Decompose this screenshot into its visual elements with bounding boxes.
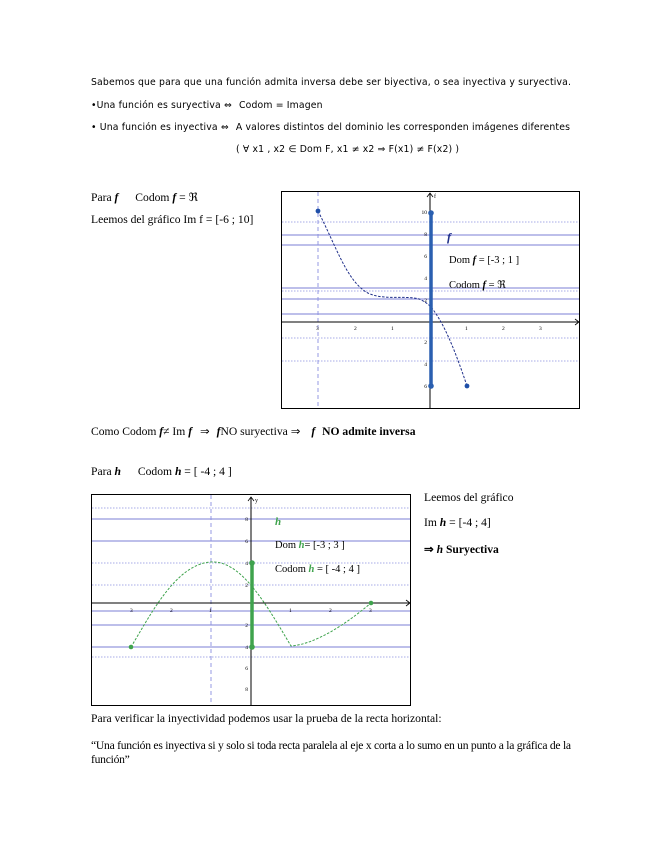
x-tick-label: 2 <box>329 608 332 614</box>
h-codom-value: = [ -4 ; 4 ] <box>184 465 232 478</box>
h-codom-annotation <box>275 564 360 575</box>
h-curve-label: h <box>275 516 282 528</box>
h-endpoint <box>129 645 134 650</box>
im-value: = [-4 ; 4] <box>449 516 491 529</box>
x-tick-label: 3 <box>369 608 372 614</box>
no-suryectiva: NO suryectiva <box>220 425 288 438</box>
f-name: f <box>172 191 177 204</box>
f-y-axis-letter: f <box>434 194 436 200</box>
closing-quote: “Una función es inyectiva si y solo si toda recta paralela al eje x corta a lo sumo en un punto a la gráfica de la función” <box>91 739 571 766</box>
bullet-inyectiva <box>91 122 570 133</box>
f-dom-label: Dom <box>449 255 470 266</box>
im-label: Im <box>424 516 437 529</box>
f-endpoint <box>316 209 321 214</box>
h-name: h <box>174 465 182 478</box>
f-conclusion <box>91 424 416 438</box>
h-dom-annotation <box>275 540 345 551</box>
f-name: f <box>311 425 316 438</box>
x-tick-label: 2 <box>502 326 505 332</box>
h-name: h <box>114 465 121 478</box>
x-tick-label: 1 <box>289 608 292 614</box>
y-tick-label: 4 <box>424 362 427 368</box>
x-tick-label: 3 <box>539 326 542 332</box>
f-dom-annotation <box>449 255 519 266</box>
conclusion-text: Como Codom <box>91 425 157 438</box>
h-dom-value: = [-3 ; 3 ] <box>304 540 345 551</box>
x-tick-label: 1 <box>465 326 468 332</box>
y-tick-label: 10 <box>421 210 427 216</box>
h-name: h <box>298 540 305 551</box>
h-image-endpoint <box>249 560 255 566</box>
y-tick-label: 6 <box>245 666 248 672</box>
neq-im: ≠ Im <box>163 425 186 438</box>
f-codom-label: Codom <box>135 191 170 204</box>
y-tick-label: 4 <box>424 276 427 282</box>
bullet-inyectiva-def: A valores distintos del dominio les corresponden imágenes diferentes <box>235 122 571 133</box>
y-tick-label: 2 <box>245 583 248 589</box>
bullet-suryectiva-def: Codom = Imagen <box>239 100 323 111</box>
h-leemos: Leemos del gráfico <box>424 491 514 504</box>
y-tick-label: 4 <box>245 561 248 567</box>
y-tick-label: 6 <box>424 384 427 390</box>
h-name: h <box>436 543 444 556</box>
h-y-axis-letter: y <box>255 498 258 504</box>
x-tick-label: 2 <box>354 326 357 332</box>
bullet-inyectiva-text: • Una función es inyectiva <box>91 122 218 133</box>
bullet-suryectiva <box>91 100 323 111</box>
h-image-endpoint <box>249 644 255 650</box>
f-heading <box>91 190 198 204</box>
para-label: Para <box>91 191 112 204</box>
f-curve-label: f <box>447 230 451 244</box>
f-name: f <box>472 255 477 266</box>
y-tick-label: 4 <box>245 645 248 651</box>
x-tick-label: 1 <box>391 326 394 332</box>
implies-arrow-icon: ⇒ <box>290 425 301 438</box>
h-name: h <box>439 516 447 529</box>
y-tick-label: 6 <box>245 539 248 545</box>
x-tick-label: 3 <box>130 608 133 614</box>
f-image-endpoint <box>428 210 434 216</box>
no-admite-inversa: NO admite inversa <box>322 425 416 438</box>
f-name: f <box>216 425 221 438</box>
f-name: f <box>114 191 119 204</box>
y-tick-label: 8 <box>245 517 248 523</box>
y-tick-label: 8 <box>424 232 427 238</box>
h-codom-value: = [ -4 ; 4 ] <box>317 564 360 575</box>
h-suryectiva <box>424 542 499 556</box>
x-tick-label: 1 <box>209 608 212 614</box>
f-codom-annotation <box>449 279 506 291</box>
f-image-endpoint <box>428 383 434 389</box>
x-tick-label: 3 <box>316 326 319 332</box>
h-codom-label: Codom <box>137 465 173 478</box>
injectivity-formula: ( ∀ x1 , x2 ∈ Dom F, x1 ≠ x2 ⇒ F(x1) ≠ F(x2) ) <box>236 144 460 155</box>
y-tick-label: 6 <box>424 254 427 260</box>
implies-arrow-icon: ⇒ <box>424 543 434 556</box>
h-im <box>424 516 491 529</box>
closing-line: Para verificar la inyectividad podemos usar la prueba de la recta horizontal: <box>91 712 442 725</box>
suryectiva-label: Suryectiva <box>445 543 499 556</box>
y-tick-label: 2 <box>424 340 427 346</box>
implies-arrow-icon: ⇒ <box>200 425 210 438</box>
bullet-suryectiva-text: •Una función es suryectiva <box>91 100 221 111</box>
f-codom-label: Codom <box>449 280 480 291</box>
h-graph <box>91 494 411 706</box>
intro-line: Sabemos que para que una función admita inversa debe ser biyectiva, o sea inyectiva y suryectiva. <box>91 77 572 88</box>
h-endpoint <box>369 601 374 606</box>
f-endpoint <box>465 384 470 389</box>
iff-arrow-icon: ⇔ <box>223 100 232 111</box>
h-name: h <box>308 564 315 575</box>
iff-arrow-icon: ⇔ <box>220 122 229 133</box>
x-tick-label: 2 <box>170 608 173 614</box>
f-leemos: Leemos del gráfico Im f = [-6 ; 10] <box>91 213 254 226</box>
h-codom-label: Codom <box>275 564 306 575</box>
f-graph <box>281 191 580 409</box>
f-codom-value: = ℜ <box>488 280 506 291</box>
y-tick-label: 2 <box>424 298 427 304</box>
h-dom-label: Dom <box>275 540 296 551</box>
f-dom-value: = [-3 ; 1 ] <box>478 255 520 266</box>
para-label: Para <box>91 465 112 478</box>
f-name: f <box>188 425 193 438</box>
h-heading <box>91 465 232 478</box>
y-tick-label: 2 <box>245 623 248 629</box>
f-name: f <box>482 280 487 291</box>
y-tick-label: 8 <box>245 687 248 693</box>
f-codom-value: = ℜ <box>179 191 199 204</box>
f-name: f <box>159 425 164 438</box>
